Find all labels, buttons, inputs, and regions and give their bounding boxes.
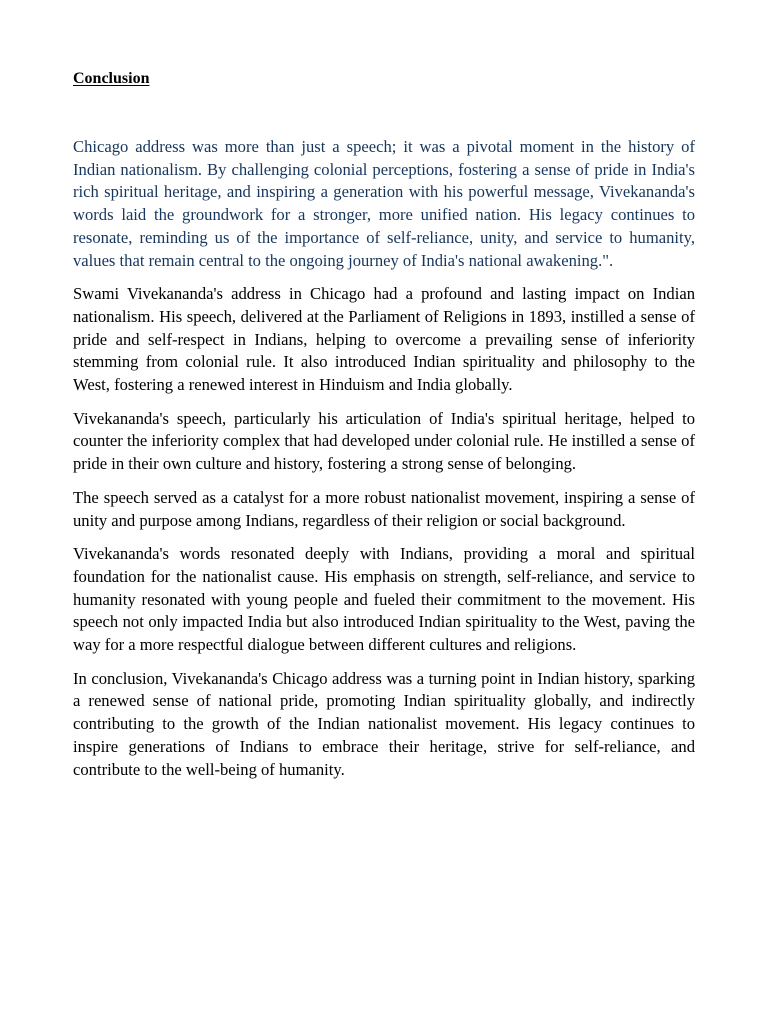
- paragraph-impact: Swami Vivekananda's address in Chicago had a profound and lasting impact on Indian nationalism. His speech, delivered at the Parliament of Religions in 1893, instilled a sense of pride and self-respect in Indians, helping to overcome a prevailing sense of inferiority stemming from colonial rule. It also introduced Indian spirituality and philosophy to the West, fostering a renewed interest in Hinduism and India globally.: [73, 284, 695, 395]
- paragraph-catalyst: The speech served as a catalyst for a more robust nationalist movement, inspiring a sense of unity and purpose among Indians, regardless of their religion or social background.: [73, 487, 695, 530]
- paragraph-final-conclusion: In conclusion, Vivekananda's Chicago address was a turning point in Indian history, sparking a renewed sense of national pride, promoting Indian spirituality globally, and indirectly contributing to the growth of the Indian nationalist movement. His legacy continues to inspire generations of Indians to embrace their heritage, strive for self-reliance, and contribute to the well-being of humanity.: [73, 668, 695, 779]
- document-body: [73, 136, 695, 792]
- paragraph-spiritual-heritage: Vivekananda's speech, particularly his articulation of India's spiritual heritage, helped to counter the inferiority complex that had developed under colonial rule. He instilled a sense of pride in their own culture and history, fostering a strong sense of belonging.: [73, 408, 695, 474]
- paragraph-intro-quote: Chicago address was more than just a speech; it was a pivotal moment in the history of Indian nationalism. By challenging colonial perceptions, fostering a sense of pride in India's rich spiritual heritage, and inspiring a generation with his powerful message, Vivekananda's words laid the groundwork for a stronger, more unified nation. His legacy continues to resonate, reminding us of the importance of self-reliance, unity, and service to humanity, values that remain central to the ongoing journey of India's national awakening.".: [73, 137, 695, 270]
- paragraph-moral-foundation: Vivekananda's words resonated deeply with Indians, providing a moral and spiritual foundation for the nationalist cause. His emphasis on strength, self-reliance, and service to humanity resonated with young people and fueled their commitment to the movement. His speech not only impacted India but also introduced Indian spirituality to the West, paving the way for a more respectful dialogue between different cultures and religions.: [73, 544, 695, 655]
- section-heading: Conclusion: [73, 70, 150, 87]
